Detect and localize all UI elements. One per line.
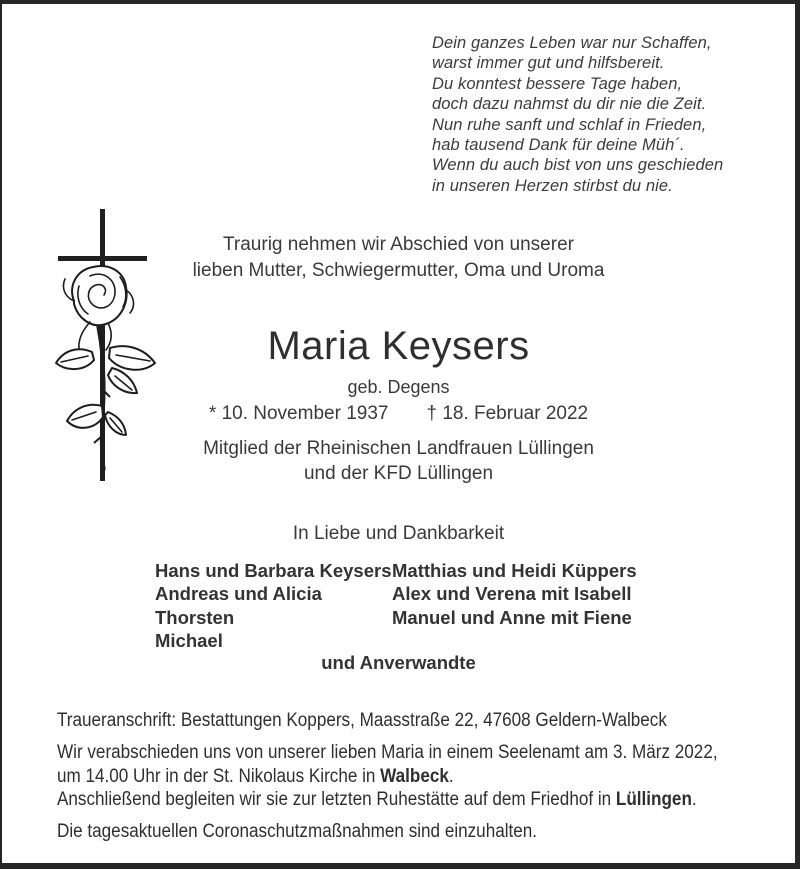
membership-line: Mitglied der Rheinischen Landfrauen Lüllingen <box>203 438 594 459</box>
maiden-name: geb. Degens <box>347 377 450 397</box>
service-line-text: . <box>448 765 454 787</box>
service-line: Wir verabschieden uns von unserer lieben Maria in einem Seelenamt am 3. März 2022, <box>57 742 718 763</box>
mourner-name: Thorsten <box>155 606 235 628</box>
deceased-name: Maria Keysers <box>267 324 530 368</box>
mourner-name: Alex und Verena mit Isabell <box>392 583 632 605</box>
poem-line: in unseren Herzen stirbst du nie. <box>432 176 673 195</box>
death-date: † 18. Februar 2022 <box>426 403 589 424</box>
mourner-name: Manuel und Anne mit Fiene <box>392 606 632 628</box>
mourners-closing: und Anverwandte <box>321 652 476 673</box>
corona-note: Die tagesaktuellen Coronaschutzmaßnahmen sind einzuhalten. <box>57 821 538 842</box>
burial-line-text: Anschließend begleiten wir sie zur letzten Ruhestätte auf dem Friedhof in <box>57 789 616 810</box>
mourners-left-column <box>155 559 392 653</box>
mourner-name: Andreas und Alicia <box>155 583 322 605</box>
life-dates <box>2 403 795 425</box>
poem-line: Wenn du auch bist von uns geschieden <box>432 156 724 175</box>
mourning-address: Traueranschrift: Bestattungen Koppers, Maasstraße 22, 47608 Geldern-Walbeck <box>57 710 667 731</box>
farewell-intro <box>2 232 795 284</box>
mourning-heading: In Liebe und Dankbarkeit <box>292 523 505 544</box>
membership-line: und der KFD Lüllingen <box>303 463 494 484</box>
service-location: Walbeck <box>380 765 449 787</box>
mourner-name: Michael <box>155 630 223 652</box>
burial-line-text: . <box>691 789 697 810</box>
farewell-intro-line: lieben Mutter, Schwiegermutter, Oma und Uroma <box>192 260 605 281</box>
burial-line <box>57 788 718 812</box>
poem-line: doch dazu nahmst du dir nie die Zeit. <box>432 95 707 114</box>
poem-line: hab tausend Dank für deine Müh´. <box>432 136 685 155</box>
mourners-right-column <box>392 559 637 629</box>
service-line <box>57 765 718 789</box>
poem-line: warst immer gut und hilfsbereit. <box>432 54 665 73</box>
birth-date: * 10. November 1937 <box>208 403 389 424</box>
poem-line: Nun ruhe sanft und schlaf in Frieden, <box>432 115 707 134</box>
mourner-name: Matthias und Heidi Küppers <box>392 560 637 581</box>
mourner-name: Hans und Barbara Keysers <box>155 560 392 581</box>
poem-line: Dein ganzes Leben war nur Schaffen, <box>432 34 712 52</box>
memorial-poem <box>432 33 723 196</box>
membership <box>2 436 795 486</box>
service-line-text: um 14.00 Uhr in der St. Nikolaus Kirche in <box>57 765 381 787</box>
farewell-intro-line: Traurig nehmen wir Abschied von unserer <box>223 234 574 255</box>
burial-location: Lüllingen <box>615 789 692 810</box>
poem-line: Du konntest bessere Tage haben, <box>432 74 683 93</box>
service-details <box>57 741 718 812</box>
